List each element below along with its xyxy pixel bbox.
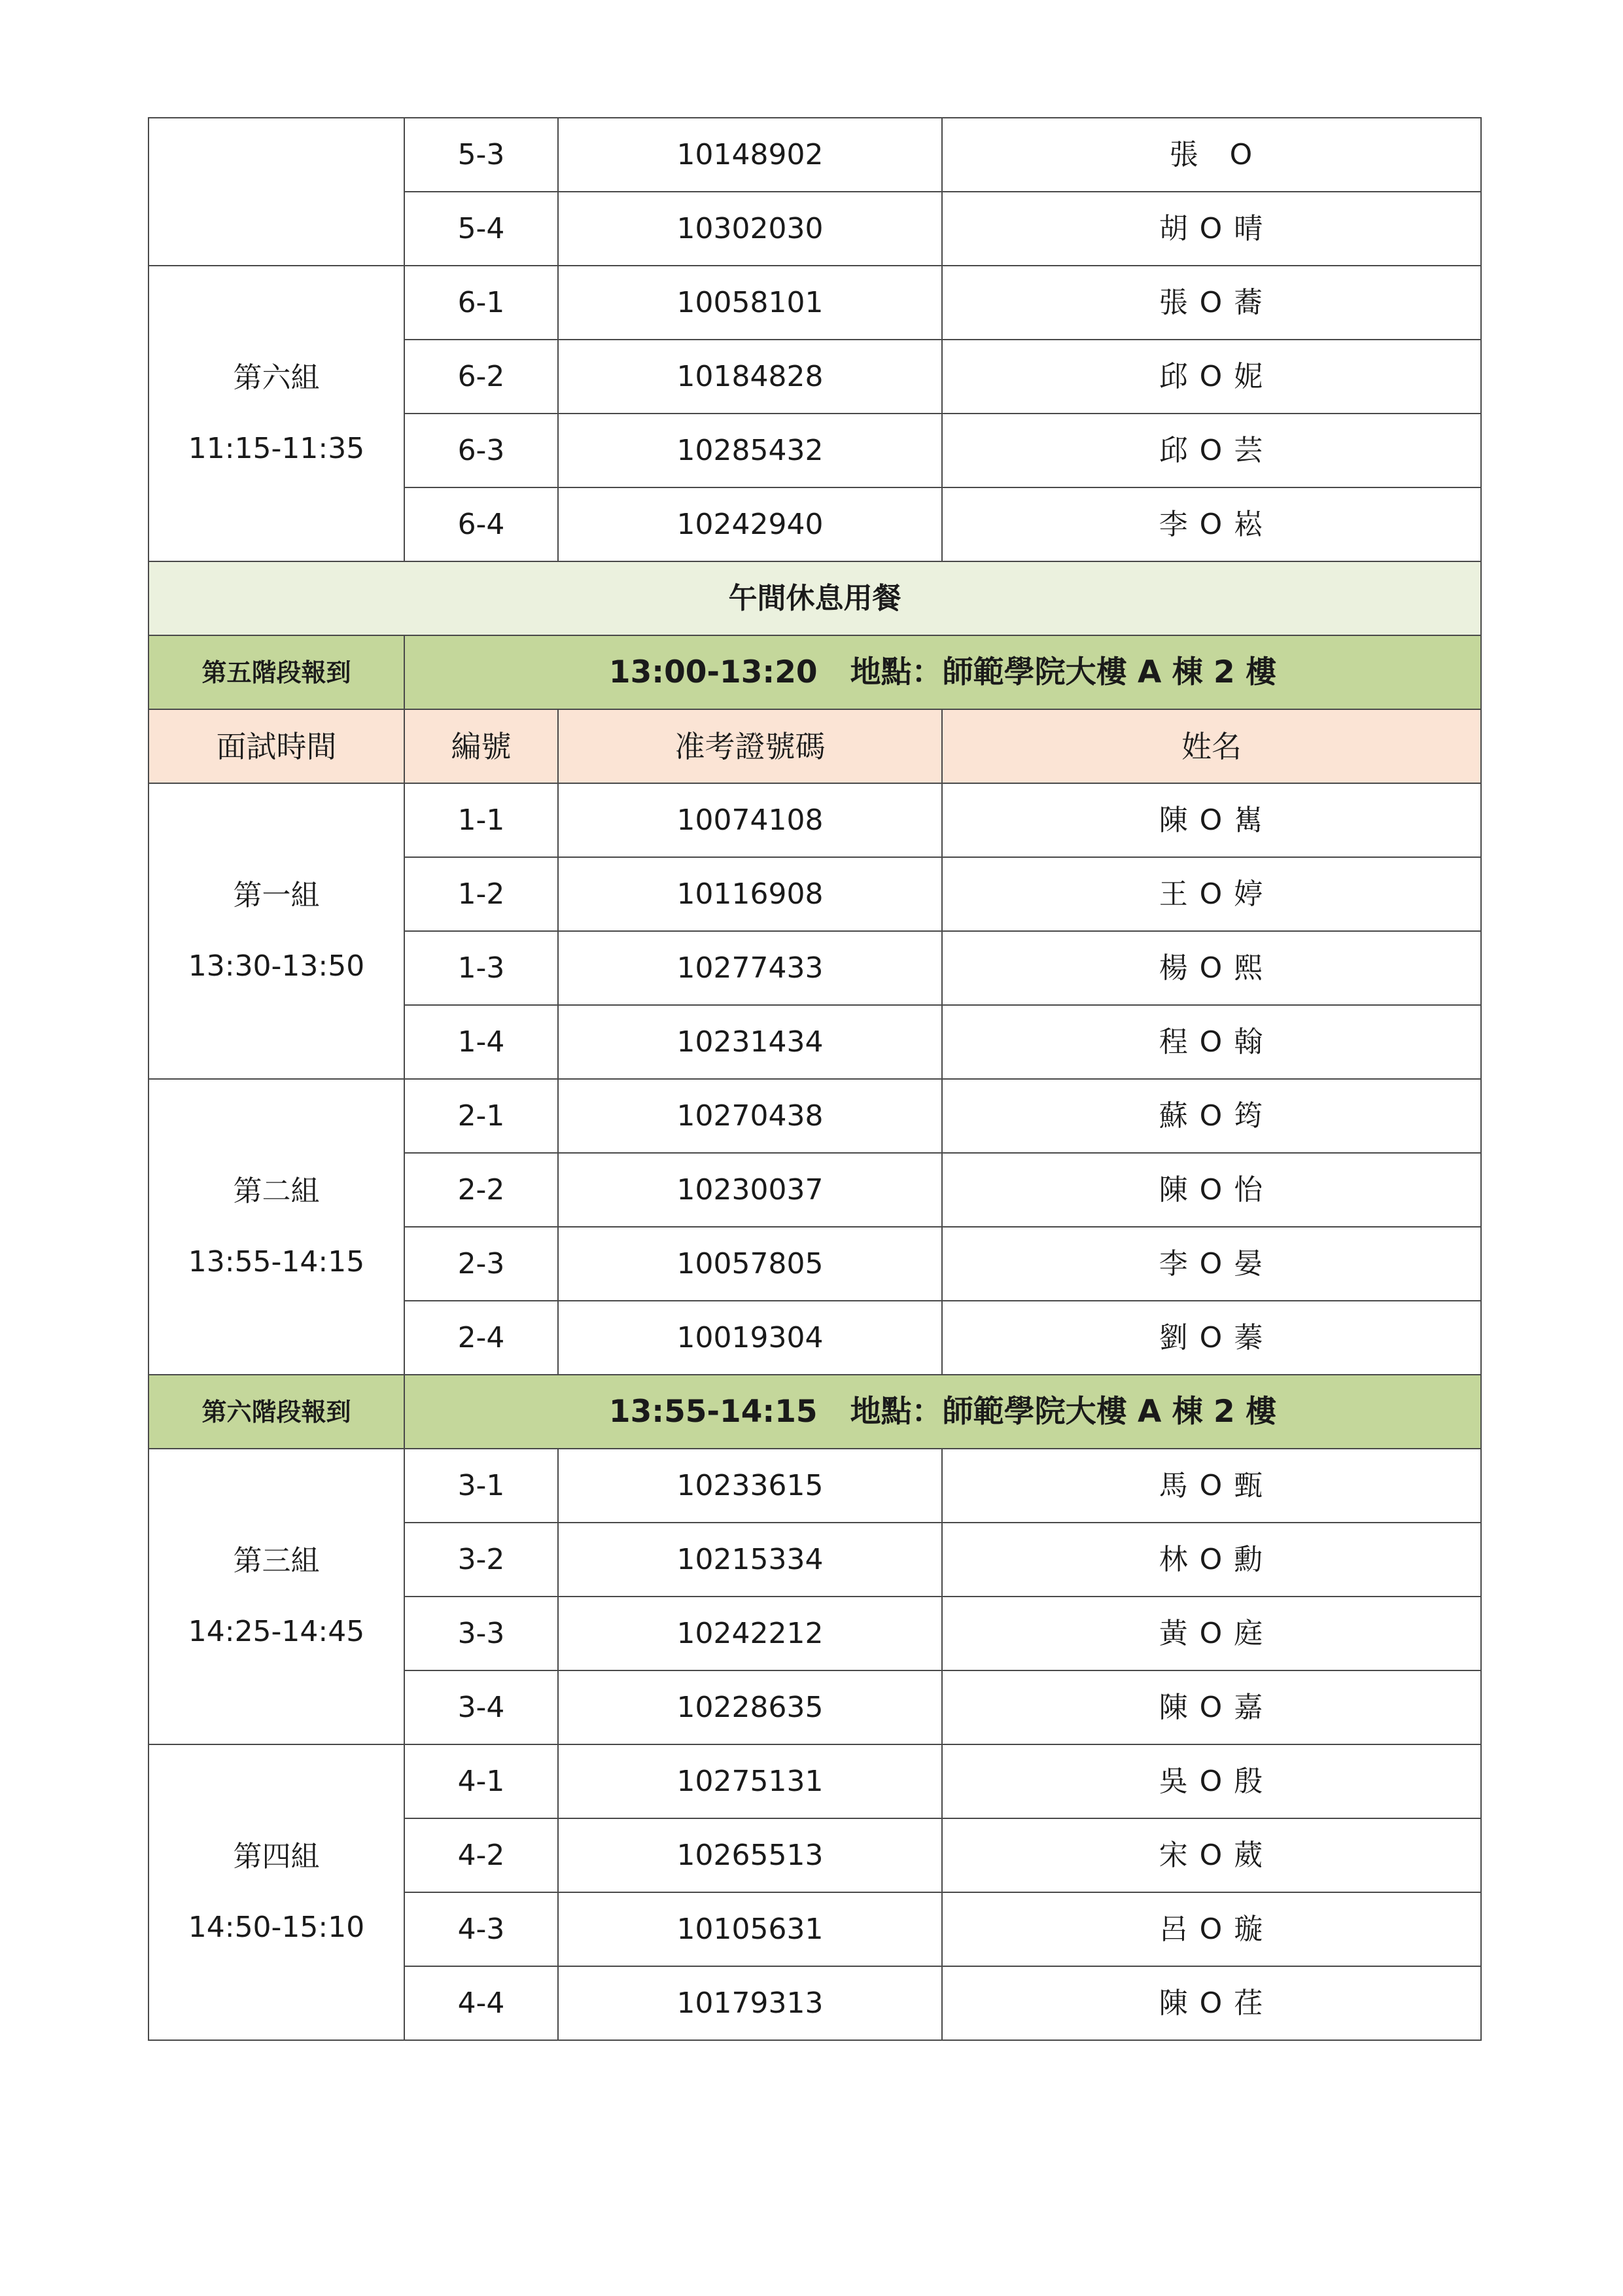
admission-number: 10242212: [558, 1597, 942, 1670]
group-name: 第四組: [233, 1840, 320, 1873]
candidate-number: 4-3: [404, 1892, 558, 1966]
admission-number: 10057805: [558, 1227, 942, 1301]
admission-number: 10270438: [558, 1079, 942, 1153]
candidate-number: 1-2: [404, 857, 558, 931]
admission-number: 10230037: [558, 1153, 942, 1227]
group-cell: [148, 1449, 404, 1744]
stage-label: 第六階段報到: [148, 1375, 404, 1449]
stage-info: [404, 635, 1481, 709]
stage-time: 13:00-13:20: [608, 654, 818, 690]
candidate-number: 5-4: [404, 192, 558, 266]
table-row: [148, 783, 1481, 857]
candidate-name: 呂 O 璇: [942, 1892, 1481, 1966]
admission-number: 10074108: [558, 783, 942, 857]
candidate-name: 程 O 翰: [942, 1005, 1481, 1079]
candidate-name: 李 O 晏: [942, 1227, 1481, 1301]
candidate-name: 李 O 崧: [942, 487, 1481, 561]
group-cell: [148, 266, 404, 561]
candidate-number: 6-1: [404, 266, 558, 340]
candidate-number: 2-2: [404, 1153, 558, 1227]
candidate-name: 王 O 婷: [942, 857, 1481, 931]
candidate-name: 陳 O 荏: [942, 1966, 1481, 2040]
candidate-number: 6-2: [404, 340, 558, 414]
stage-location: 地點：師範學院大樓 A 棟 2 樓: [850, 654, 1277, 690]
candidate-number: 2-3: [404, 1227, 558, 1301]
candidate-name: 張 O: [942, 118, 1481, 192]
table-row: [148, 266, 1481, 340]
stage-location: 地點：師範學院大樓 A 棟 2 樓: [850, 1394, 1277, 1430]
candidate-number: 4-1: [404, 1744, 558, 1818]
candidate-number: 3-1: [404, 1449, 558, 1523]
candidate-name: 蘇 O 筠: [942, 1079, 1481, 1153]
candidate-name: 邱 O 妮: [942, 340, 1481, 414]
candidate-name: 馬 O 甄: [942, 1449, 1481, 1523]
candidate-name: 陳 O 嶲: [942, 783, 1481, 857]
candidate-name: 陳 O 怡: [942, 1153, 1481, 1227]
admission-number: 10215334: [558, 1523, 942, 1597]
candidate-number: 2-4: [404, 1301, 558, 1375]
group-cell: [148, 1079, 404, 1375]
table-row: [148, 1079, 1481, 1153]
table-header-row: [148, 709, 1481, 783]
group-name: 第一組: [233, 879, 320, 912]
group-time: 14:25-14:45: [188, 1615, 365, 1648]
candidate-number: 3-3: [404, 1597, 558, 1670]
table-row: [148, 1449, 1481, 1523]
candidate-name: 宋 O 葳: [942, 1818, 1481, 1892]
group-name: 第三組: [233, 1544, 320, 1578]
candidate-name: 劉 O 蓁: [942, 1301, 1481, 1375]
admission-number: 10285432: [558, 414, 942, 487]
table-row: [148, 1744, 1481, 1818]
candidate-number: 2-1: [404, 1079, 558, 1153]
admission-number: 10302030: [558, 192, 942, 266]
candidate-number: 3-2: [404, 1523, 558, 1597]
candidate-name: 邱 O 芸: [942, 414, 1481, 487]
group-time: 13:30-13:50: [188, 949, 365, 983]
candidate-number: 1-4: [404, 1005, 558, 1079]
header-admission-number: 准考證號碼: [558, 709, 942, 783]
candidate-number: 4-4: [404, 1966, 558, 2040]
candidate-number: 6-3: [404, 414, 558, 487]
group-name: 第二組: [233, 1174, 320, 1208]
stage-checkin-row: [148, 635, 1481, 709]
admission-number: 10233615: [558, 1449, 942, 1523]
group-cell: [148, 783, 404, 1079]
stage-label: 第五階段報到: [148, 635, 404, 709]
table-row: [148, 118, 1481, 192]
lunch-break-label: 午間休息用餐: [148, 561, 1481, 635]
header-number: 編號: [404, 709, 558, 783]
admission-number: 10148902: [558, 118, 942, 192]
candidate-number: 1-3: [404, 931, 558, 1005]
candidate-name: 楊 O 熙: [942, 931, 1481, 1005]
group-name: 第六組: [233, 361, 320, 395]
admission-number: 10277433: [558, 931, 942, 1005]
group-time: 11:15-11:35: [188, 432, 365, 465]
admission-number: 10242940: [558, 487, 942, 561]
admission-number: 10184828: [558, 340, 942, 414]
stage-time: 13:55-14:15: [608, 1394, 818, 1430]
admission-number: 10228635: [558, 1670, 942, 1744]
header-name: 姓名: [942, 709, 1481, 783]
lunch-break-row: [148, 561, 1481, 635]
stage-checkin-row: [148, 1375, 1481, 1449]
admission-number: 10105631: [558, 1892, 942, 1966]
candidate-number: 5-3: [404, 118, 558, 192]
candidate-name: 黃 O 庭: [942, 1597, 1481, 1670]
group-cell-continued: [148, 118, 404, 266]
header-interview-time: 面試時間: [148, 709, 404, 783]
admission-number: 10265513: [558, 1818, 942, 1892]
group-time: 14:50-15:10: [188, 1911, 365, 1944]
interview-schedule-table: [148, 117, 1482, 2041]
candidate-number: 3-4: [404, 1670, 558, 1744]
admission-number: 10179313: [558, 1966, 942, 2040]
candidate-number: 1-1: [404, 783, 558, 857]
candidate-number: 4-2: [404, 1818, 558, 1892]
group-cell: [148, 1744, 404, 2040]
admission-number: 10231434: [558, 1005, 942, 1079]
candidate-name: 陳 O 嘉: [942, 1670, 1481, 1744]
candidate-number: 6-4: [404, 487, 558, 561]
admission-number: 10275131: [558, 1744, 942, 1818]
stage-info: [404, 1375, 1481, 1449]
candidate-name: 林 O 勳: [942, 1523, 1481, 1597]
candidate-name: 吳 O 殷: [942, 1744, 1481, 1818]
admission-number: 10058101: [558, 266, 942, 340]
group-time: 13:55-14:15: [188, 1245, 365, 1279]
candidate-name: 張 O 蕎: [942, 266, 1481, 340]
admission-number: 10116908: [558, 857, 942, 931]
candidate-name: 胡 O 晴: [942, 192, 1481, 266]
admission-number: 10019304: [558, 1301, 942, 1375]
